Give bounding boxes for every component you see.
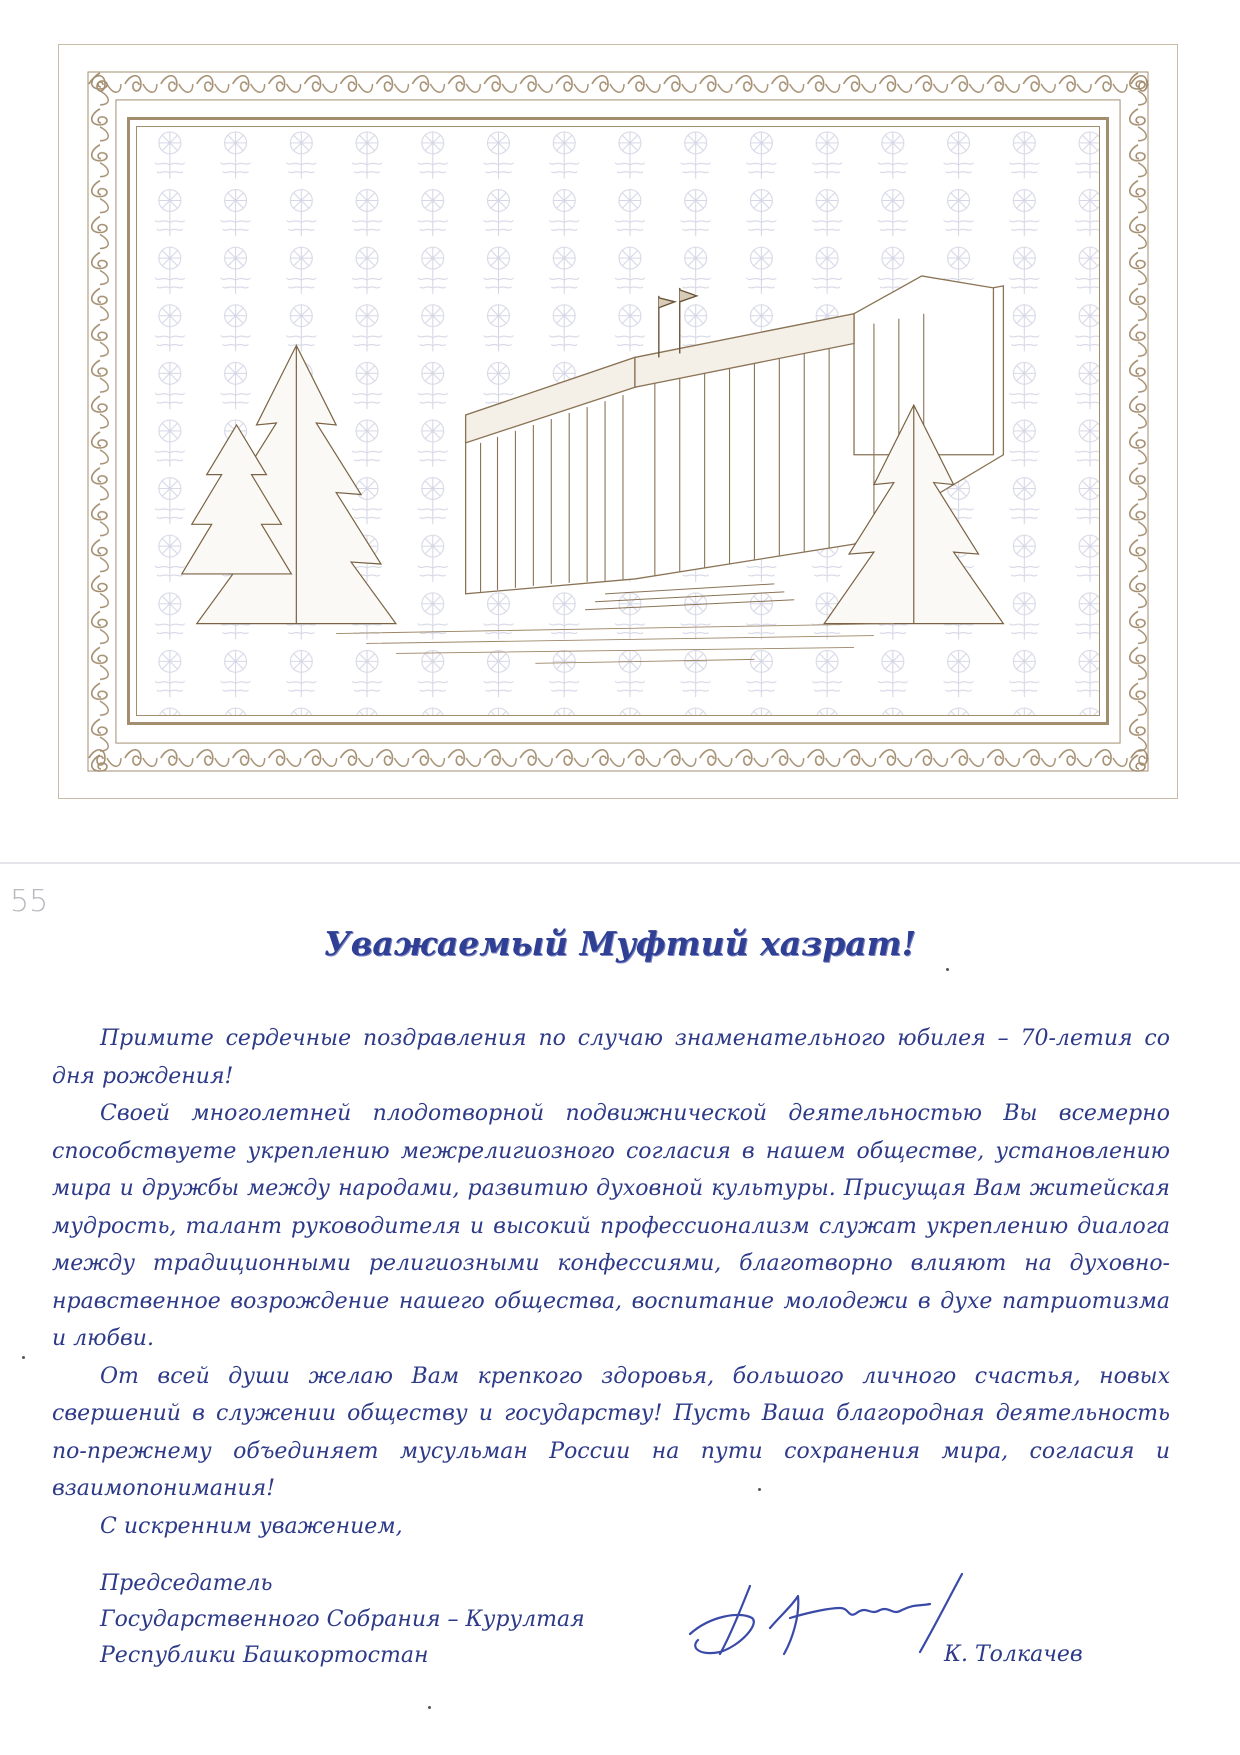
paragraph-2: Своей многолетней плодотворной подвижнической деятельностью Вы всемерно способствуете укреплению межрелигиозного согласия в нашем обществе, установлению мира и дружбы между народами, развитию духовной культуры. Присущая Вам житейская мудрость, талант руководителя и высокий профессионализм служат укреплению диалога между традиционными религиозными конфессиями, благотворно влияют на духовно-нравственное возрождение нашего общества, воспитание молодежи в духе патриотизма и любви. — [52, 1101, 1170, 1351]
scan-speck — [758, 1488, 761, 1491]
archive-number: 55 — [10, 884, 49, 919]
paragraph-3: От всей души желаю Вам крепкого здоровья, большого личного счастья, новых свершений в служении обществу и государству! Пусть Ваша благородная деятельность по-прежнему объединяет мусульман России на пути сохранения мира, согласия и взаимопонимания! — [52, 1363, 1170, 1501]
signer-name: К. Толкачев — [944, 1642, 1083, 1667]
closing-line: С искренним уважением, — [100, 1513, 403, 1539]
scan-speck — [946, 968, 949, 971]
greeting-heading: Уважаемый Муфтий хазрат! — [323, 924, 917, 963]
scan-speck — [428, 1706, 431, 1709]
card-cover — [58, 44, 1178, 799]
letter-body — [52, 1020, 1170, 1545]
signer-title — [100, 1566, 585, 1674]
signer-title-line-1: Председатель — [100, 1571, 273, 1596]
signer-title-line-2: Государственного Собрания – Курултая — [100, 1607, 585, 1632]
paragraph-1: Примите сердечные поздравления по случаю знаменательного юбилея – 70-летия со дня рождения! — [52, 1026, 1170, 1089]
building-illustration — [127, 117, 1109, 725]
signer-title-line-3: Республики Башкортостан — [100, 1643, 429, 1668]
scan-speck — [22, 1356, 25, 1359]
